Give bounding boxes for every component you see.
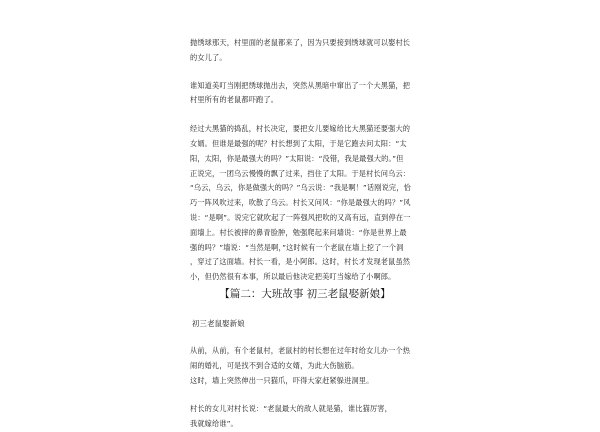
paragraph-line: 强的吗？”墙说：“当然是啊，”这时候有一个老鼠在墙上挖了一个洞 — [190, 242, 404, 252]
paragraph-line: 面墙上。村长被摔的鼻青脸肿，勉强爬起来问墙说：“你是世界上最 — [190, 227, 407, 237]
paragraph-3 — [190, 122, 420, 285]
paragraph-line: 从前，从前，有个老鼠村，老鼠村的村长想在过年时给女儿办一个热 — [190, 345, 411, 355]
paragraph-line: 巧一阵风吹过来，吹散了乌云。村长又问风：“你是最强大的吗？”风 — [190, 198, 411, 208]
paragraph-line: 说：“是啊”。说完它就吹起了一阵强风把吹的又高有远，直到停在一 — [190, 212, 411, 222]
paragraph-2 — [190, 79, 420, 109]
paragraph-line: 这时，墙上突然伸出一只猫爪，吓得大家赶紧躲进洞里。 — [190, 375, 374, 385]
paragraph-line: ，穿过了这面墙。村长一看，是小阿郎。这时，村长才发现老鼠虽然 — [190, 257, 411, 267]
paragraph-line: 阳，太阳，你是最强大的吗？”太阳说：“没错，我是最强大的。”但 — [190, 153, 404, 163]
document-body — [190, 36, 420, 432]
paragraph-1 — [190, 36, 420, 66]
paragraph-4 — [190, 344, 420, 388]
section-heading: 【篇二：大班故事 初三老鼠娶新娘】 — [219, 287, 391, 300]
paragraph-5 — [190, 402, 420, 432]
paragraph-line: 我就嫁给谁”。 — [190, 419, 238, 429]
paragraph-line: 村长的女儿对村长说：“老鼠最大的敌人就是猫，谁比猫厉害， — [190, 404, 392, 414]
paragraph-line: 的女儿了。 — [190, 52, 227, 62]
paragraph-line: 经过大黑猫的捣乱，村长决定，要把女儿要嫁给比大黑猫还要强大的 — [190, 124, 411, 134]
paragraph-line: 村里所有的老鼠都吓跑了。 — [190, 95, 279, 105]
story-title: 初三老鼠娶新娘 — [192, 318, 245, 328]
paragraph-line: “乌云，乌云，你是做强大的吗？”乌云说：“我是啊！”话刚说完，恰 — [190, 183, 411, 193]
paragraph-line: 小，但仍然很有本事，所以最后他决定把美叮当嫁给了小啊郎。 — [190, 272, 396, 282]
paragraph-line: 抛绣球那天，村里面的老鼠都来了，因为只要接到绣球就可以娶村长 — [190, 38, 411, 47]
paragraph-line: 正说完，一团乌云慢慢的飘了过来，挡住了太阳。于是村长问乌云： — [190, 168, 411, 178]
paragraph-line: 女婿。但谁是最强的呢？村长想到了太阳，于是它跑去问太阳：“太 — [190, 138, 407, 148]
paragraph-line: 谁知道美叮当刚把绣球抛出去，突然从黑暗中窜出了一个大黑猫，把 — [190, 80, 411, 90]
paragraph-line: 闹的婚礼，可是找不到合适的女婿，为此大伤脑筋。 — [190, 360, 359, 370]
